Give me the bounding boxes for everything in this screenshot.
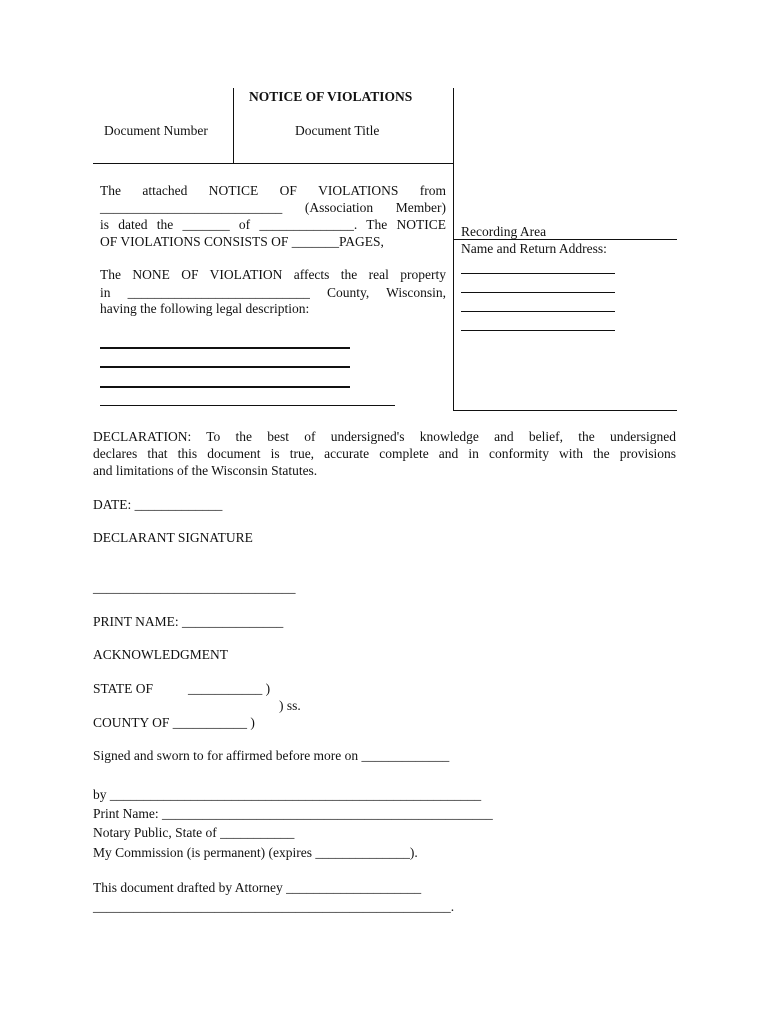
drafted-by-attorney: This document drafted by Attorney ____________________ — [93, 880, 422, 895]
ss-mark: ) ss. — [279, 698, 301, 713]
return-address-line-3 — [461, 311, 615, 312]
declaration-line-2: declares that this document is true, accurate complete and in conformity with the provisions — [93, 446, 676, 461]
state-of-label: STATE OF — [93, 681, 154, 696]
intro-line-6: in ___________________________ County, Wisconsin, — [100, 285, 446, 300]
signed-sworn-line: Signed and sworn to for affirmed before more on _____________ — [93, 748, 450, 763]
header-bottom-rule — [93, 163, 454, 164]
legal-description-line-1 — [100, 347, 350, 349]
intro-line-1: The attached NOTICE OF VIOLATIONS from — [100, 183, 446, 198]
return-address-label: Name and Return Address: — [461, 241, 607, 256]
drafted-by-line: _____________________________________________________. — [93, 899, 455, 914]
declarant-signature-label: DECLARANT SIGNATURE — [93, 530, 253, 545]
intro-line-7: having the following legal description: — [100, 301, 310, 316]
notary-public-state: Notary Public, State of ___________ — [93, 825, 295, 840]
document-title-label: Document Title — [295, 123, 380, 138]
legal-description-line-4 — [100, 405, 395, 406]
notary-print-name: Print Name: _________________________________________________ — [93, 806, 493, 821]
header-divider-vertical — [233, 88, 234, 164]
recording-area-border-left — [453, 88, 454, 411]
recording-area-label: Recording Area — [461, 224, 547, 239]
legal-description-line-3 — [100, 386, 350, 388]
intro-line-5: The NONE OF VIOLATION affects the real property — [100, 267, 446, 282]
by-line: by _______________________________________________________ — [93, 787, 482, 802]
print-name-field: PRINT NAME: _______________ — [93, 614, 284, 629]
date-field: DATE: _____________ — [93, 497, 223, 512]
return-address-line-1 — [461, 273, 615, 274]
commission-expiry: My Commission (is permanent) (expires ______________). — [93, 845, 418, 860]
document-number-label: Document Number — [104, 123, 208, 138]
state-blank: ___________ ) — [188, 681, 271, 696]
declaration-line-1: DECLARATION: To the best of undersigned's knowledge and belief, the undersigned — [93, 429, 676, 444]
recording-area-rule — [454, 239, 677, 240]
declaration-line-3: and limitations of the Wisconsin Statutes. — [93, 463, 318, 478]
legal-description-line-2 — [100, 366, 350, 368]
intro-line-3: is dated the _______ of ______________. The NOTICE — [100, 217, 446, 232]
intro-line-2: ___________________________ (Association Member) — [100, 200, 446, 215]
county-of-field: COUNTY OF ___________ ) — [93, 715, 255, 730]
intro-line-4: OF VIOLATIONS CONSISTS OF _______PAGES, — [100, 234, 384, 249]
acknowledgment-heading: ACKNOWLEDGMENT — [93, 647, 228, 662]
notice-title: NOTICE OF VIOLATIONS — [249, 89, 413, 104]
return-address-line-2 — [461, 292, 615, 293]
recording-area-bottom-rule — [453, 410, 677, 411]
return-address-line-4 — [461, 330, 615, 331]
signature-line: ______________________________ — [93, 580, 296, 595]
